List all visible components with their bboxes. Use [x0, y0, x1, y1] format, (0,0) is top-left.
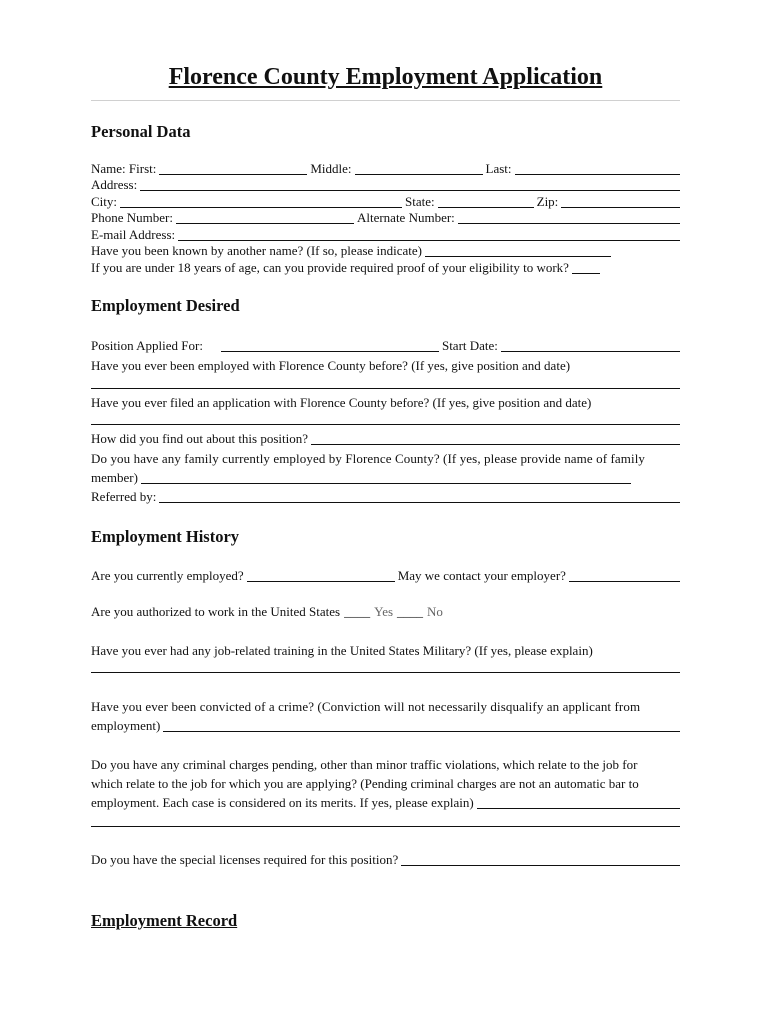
authorized-yes-label: Yes: [374, 604, 394, 619]
email-label: E-mail Address:: [91, 227, 176, 242]
find-out-field[interactable]: [311, 431, 680, 445]
first-name-field[interactable]: [159, 161, 307, 175]
family-label-2: member): [91, 470, 138, 485]
charges-row-2: [91, 776, 680, 792]
state-field[interactable]: [438, 194, 534, 208]
licenses-row: [91, 852, 680, 868]
under18-row: [91, 260, 680, 276]
other-name-field[interactable]: [425, 243, 611, 257]
address-row: [91, 177, 680, 193]
under18-field[interactable]: [572, 260, 600, 274]
military-field[interactable]: [91, 672, 680, 673]
filed-before-row: [91, 395, 680, 411]
other-name-label: Have you been known by another name? (If so, please indicate): [91, 243, 423, 258]
military-row: [91, 643, 680, 659]
alt-phone-label: Alternate Number:: [356, 210, 455, 225]
last-name-label: Last:: [485, 161, 512, 176]
page-title: Florence County Employment Application: [168, 64, 603, 90]
phone-field[interactable]: [176, 210, 354, 224]
charges-field-2[interactable]: [91, 826, 680, 827]
employed-before-label: Have you ever been employed with Florence County before? (If yes, give position and date): [91, 358, 571, 373]
position-row: [91, 338, 680, 354]
email-field[interactable]: [178, 227, 680, 241]
section-heading-personal: Personal Data: [91, 122, 191, 141]
find-out-label: How did you find out about this position?: [91, 431, 309, 446]
section-heading-desired: Employment Desired: [91, 296, 240, 315]
section-heading-history: Employment History: [91, 527, 240, 546]
family-row: [91, 451, 680, 467]
contact-employer-label: May we contact your employer?: [397, 568, 566, 583]
referred-label: Referred by:: [91, 489, 157, 504]
last-name-field[interactable]: [515, 161, 680, 175]
title-divider: [91, 100, 680, 101]
military-label: Have you ever had any job-related training in the United States Military? (If yes, please explain): [91, 643, 593, 658]
email-row: [91, 227, 680, 243]
authorized-no-label: No: [427, 604, 443, 619]
position-label: Position Applied For:: [91, 338, 203, 353]
zip-label: Zip:: [536, 194, 559, 209]
charges-field[interactable]: [477, 795, 680, 809]
state-label: State:: [405, 194, 435, 209]
city-label: City:: [91, 194, 118, 209]
contact-employer-field[interactable]: [569, 568, 680, 582]
city-row: [91, 194, 680, 210]
position-field[interactable]: [221, 338, 439, 352]
currently-employed-row: [91, 568, 680, 584]
crime-label-2: employment): [91, 718, 161, 733]
licenses-label: Do you have the special licenses required for this position?: [91, 852, 399, 867]
family-field[interactable]: [141, 470, 631, 484]
name-row: [91, 161, 680, 177]
under18-label: If you are under 18 years of age, can you provide required proof of your eligibility to work?: [91, 260, 569, 275]
currently-employed-field[interactable]: [247, 568, 395, 582]
first-name-label: Name: First:: [91, 161, 157, 176]
charges-label-1: Do you have any criminal charges pending, other than minor traffic violations, which relate to the job for: [91, 757, 638, 772]
charges-row-3: [91, 795, 680, 811]
family-label: Do you have any family currently employed by Florence County? (If yes, please provide name of family: [91, 451, 646, 466]
middle-name-label: Middle:: [310, 161, 352, 176]
alt-phone-field[interactable]: [458, 210, 680, 224]
referred-row: [91, 489, 680, 505]
currently-employed-label: Are you currently employed?: [91, 568, 244, 583]
family-row-2: [91, 470, 680, 486]
crime-row: [91, 699, 680, 715]
zip-field[interactable]: [561, 194, 680, 208]
authorized-row: [91, 604, 680, 620]
middle-name-field[interactable]: [355, 161, 483, 175]
phone-label: Phone Number:: [91, 210, 173, 225]
filed-before-label: Have you ever filed an application with Florence County before? (If yes, give position and date): [91, 395, 592, 410]
referred-field[interactable]: [159, 489, 680, 503]
filed-before-field[interactable]: [91, 424, 680, 425]
section-heading-record: Employment Record: [91, 911, 238, 930]
employed-before-row: [91, 358, 680, 374]
phone-row: [91, 210, 680, 226]
charges-label-3: employment. Each case is considered on its merits. If yes, please explain): [91, 795, 474, 810]
other-name-row: [91, 243, 680, 259]
address-field[interactable]: [140, 177, 680, 191]
start-date-field[interactable]: [501, 338, 680, 352]
crime-row-2: [91, 718, 680, 734]
charges-row-1: [91, 757, 680, 773]
start-date-label: Start Date:: [441, 338, 498, 353]
authorized-no-blank[interactable]: ____: [397, 604, 424, 619]
employed-before-field[interactable]: [91, 388, 680, 389]
charges-label-2: which relate to the job for which you are applying? (Pending criminal charges are not an automatic bar to: [91, 776, 639, 791]
authorized-label: Are you authorized to work in the United States: [91, 604, 341, 619]
find-out-row: [91, 431, 680, 447]
crime-label: Have you ever been convicted of a crime? (Conviction will not necessarily disqualify an applicant from: [91, 699, 641, 714]
licenses-field[interactable]: [401, 852, 680, 866]
address-label: Address:: [91, 177, 138, 192]
crime-field[interactable]: [163, 718, 680, 732]
city-field[interactable]: [120, 194, 402, 208]
authorized-yes-blank[interactable]: ____: [344, 604, 371, 619]
